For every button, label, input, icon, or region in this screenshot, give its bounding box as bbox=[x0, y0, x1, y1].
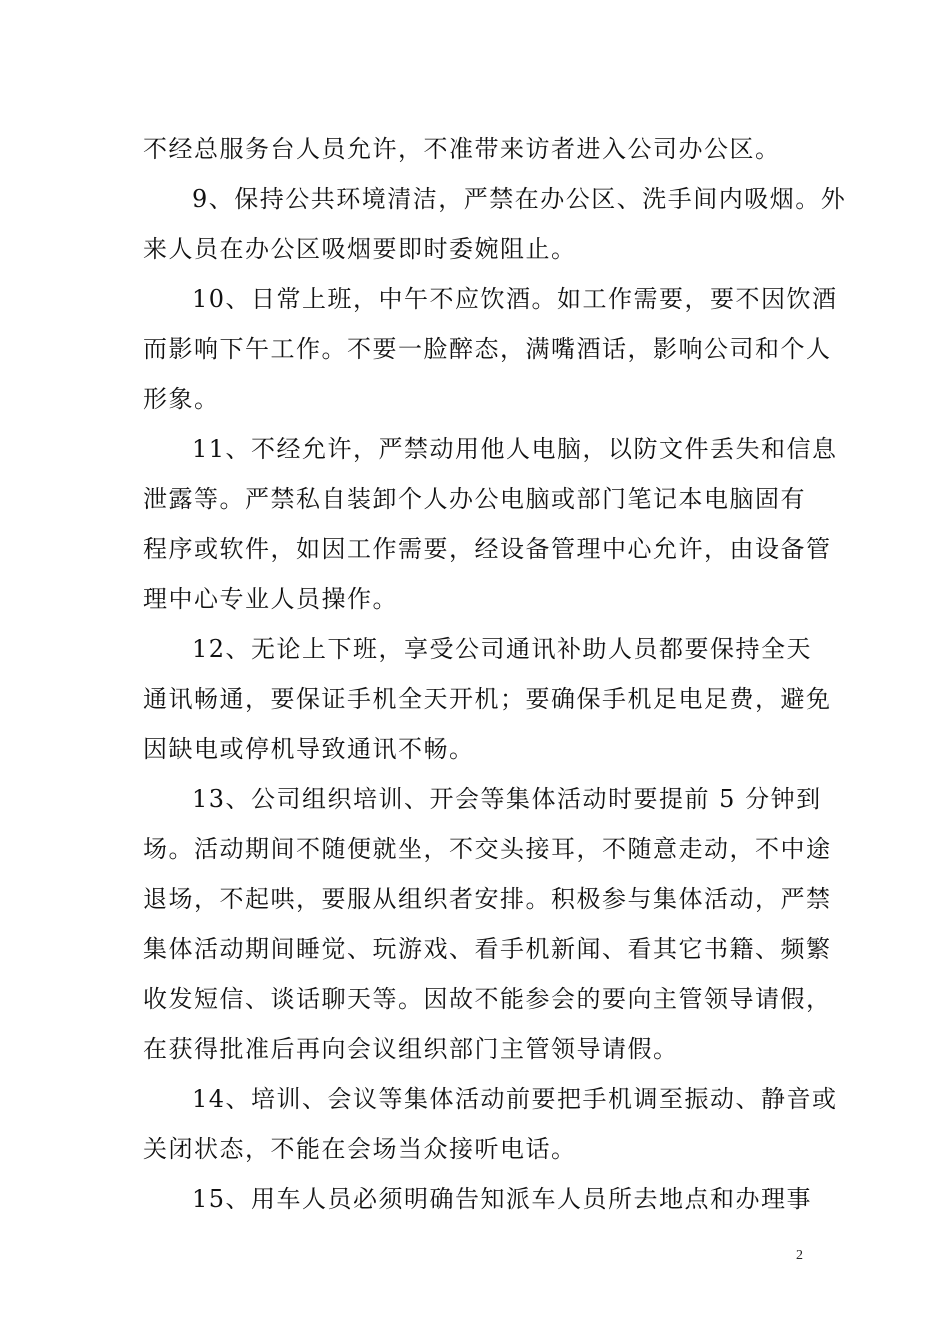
paragraph-13-start: 13、公司组织培训、开会等集体活动时要提前 5 分钟到 bbox=[192, 785, 822, 813]
paragraph-11-start: 11、不经允许，严禁动用他人电脑，以防文件丢失和信息 bbox=[192, 435, 838, 463]
text-line: 集体活动期间睡觉、玩游戏、看手机新闻、看其它书籍、频繁 bbox=[143, 935, 832, 963]
text-line: 不经总服务台人员允许，不准带来访者进入公司办公区。 bbox=[143, 135, 781, 163]
text-line: 而影响下午工作。不要一脸醉态，满嘴酒话，影响公司和个人 bbox=[143, 335, 832, 363]
document-body bbox=[143, 124, 847, 1224]
text-line: 来人员在办公区吸烟要即时委婉阻止。 bbox=[143, 235, 577, 263]
text-line: 在获得批准后再向会议组织部门主管领导请假。 bbox=[143, 1035, 679, 1063]
paragraph-9-start: 9、保持公共环境清洁，严禁在办公区、洗手间内吸烟。外 bbox=[192, 185, 847, 213]
text-line: 通讯畅通，要保证手机全天开机；要确保手机足电足费，避免 bbox=[143, 685, 832, 713]
text-line: 泄露等。严禁私自装卸个人办公电脑或部门笔记本电脑固有 bbox=[143, 485, 806, 513]
text-line: 收发短信、谈话聊天等。因故不能参会的要向主管领导请假， bbox=[143, 985, 832, 1013]
text-line: 关闭状态，不能在会场当众接听电话。 bbox=[143, 1135, 577, 1163]
paragraph-15-start: 15、用车人员必须明确告知派车人员所去地点和办理事 bbox=[192, 1185, 813, 1213]
paragraph-12-start: 12、无论上下班，享受公司通讯补助人员都要保持全天 bbox=[192, 635, 813, 663]
text-line: 因缺电或停机导致通讯不畅。 bbox=[143, 735, 475, 763]
paragraph-10-start: 10、日常上班，中午不应饮酒。如工作需要，要不因饮酒 bbox=[192, 285, 838, 313]
text-line: 形象。 bbox=[143, 385, 220, 413]
text-line: 退场，不起哄，要服从组织者安排。积极参与集体活动，严禁 bbox=[143, 885, 832, 913]
text-line: 程序或软件，如因工作需要，经设备管理中心允许，由设备管 bbox=[143, 535, 832, 563]
page-number: 2 bbox=[796, 1248, 803, 1263]
text-line: 理中心专业人员操作。 bbox=[143, 585, 398, 613]
paragraph-14-start: 14、培训、会议等集体活动前要把手机调至振动、静音或 bbox=[192, 1085, 838, 1113]
text-line: 场。活动期间不随便就坐，不交头接耳，不随意走动，不中途 bbox=[143, 835, 832, 863]
